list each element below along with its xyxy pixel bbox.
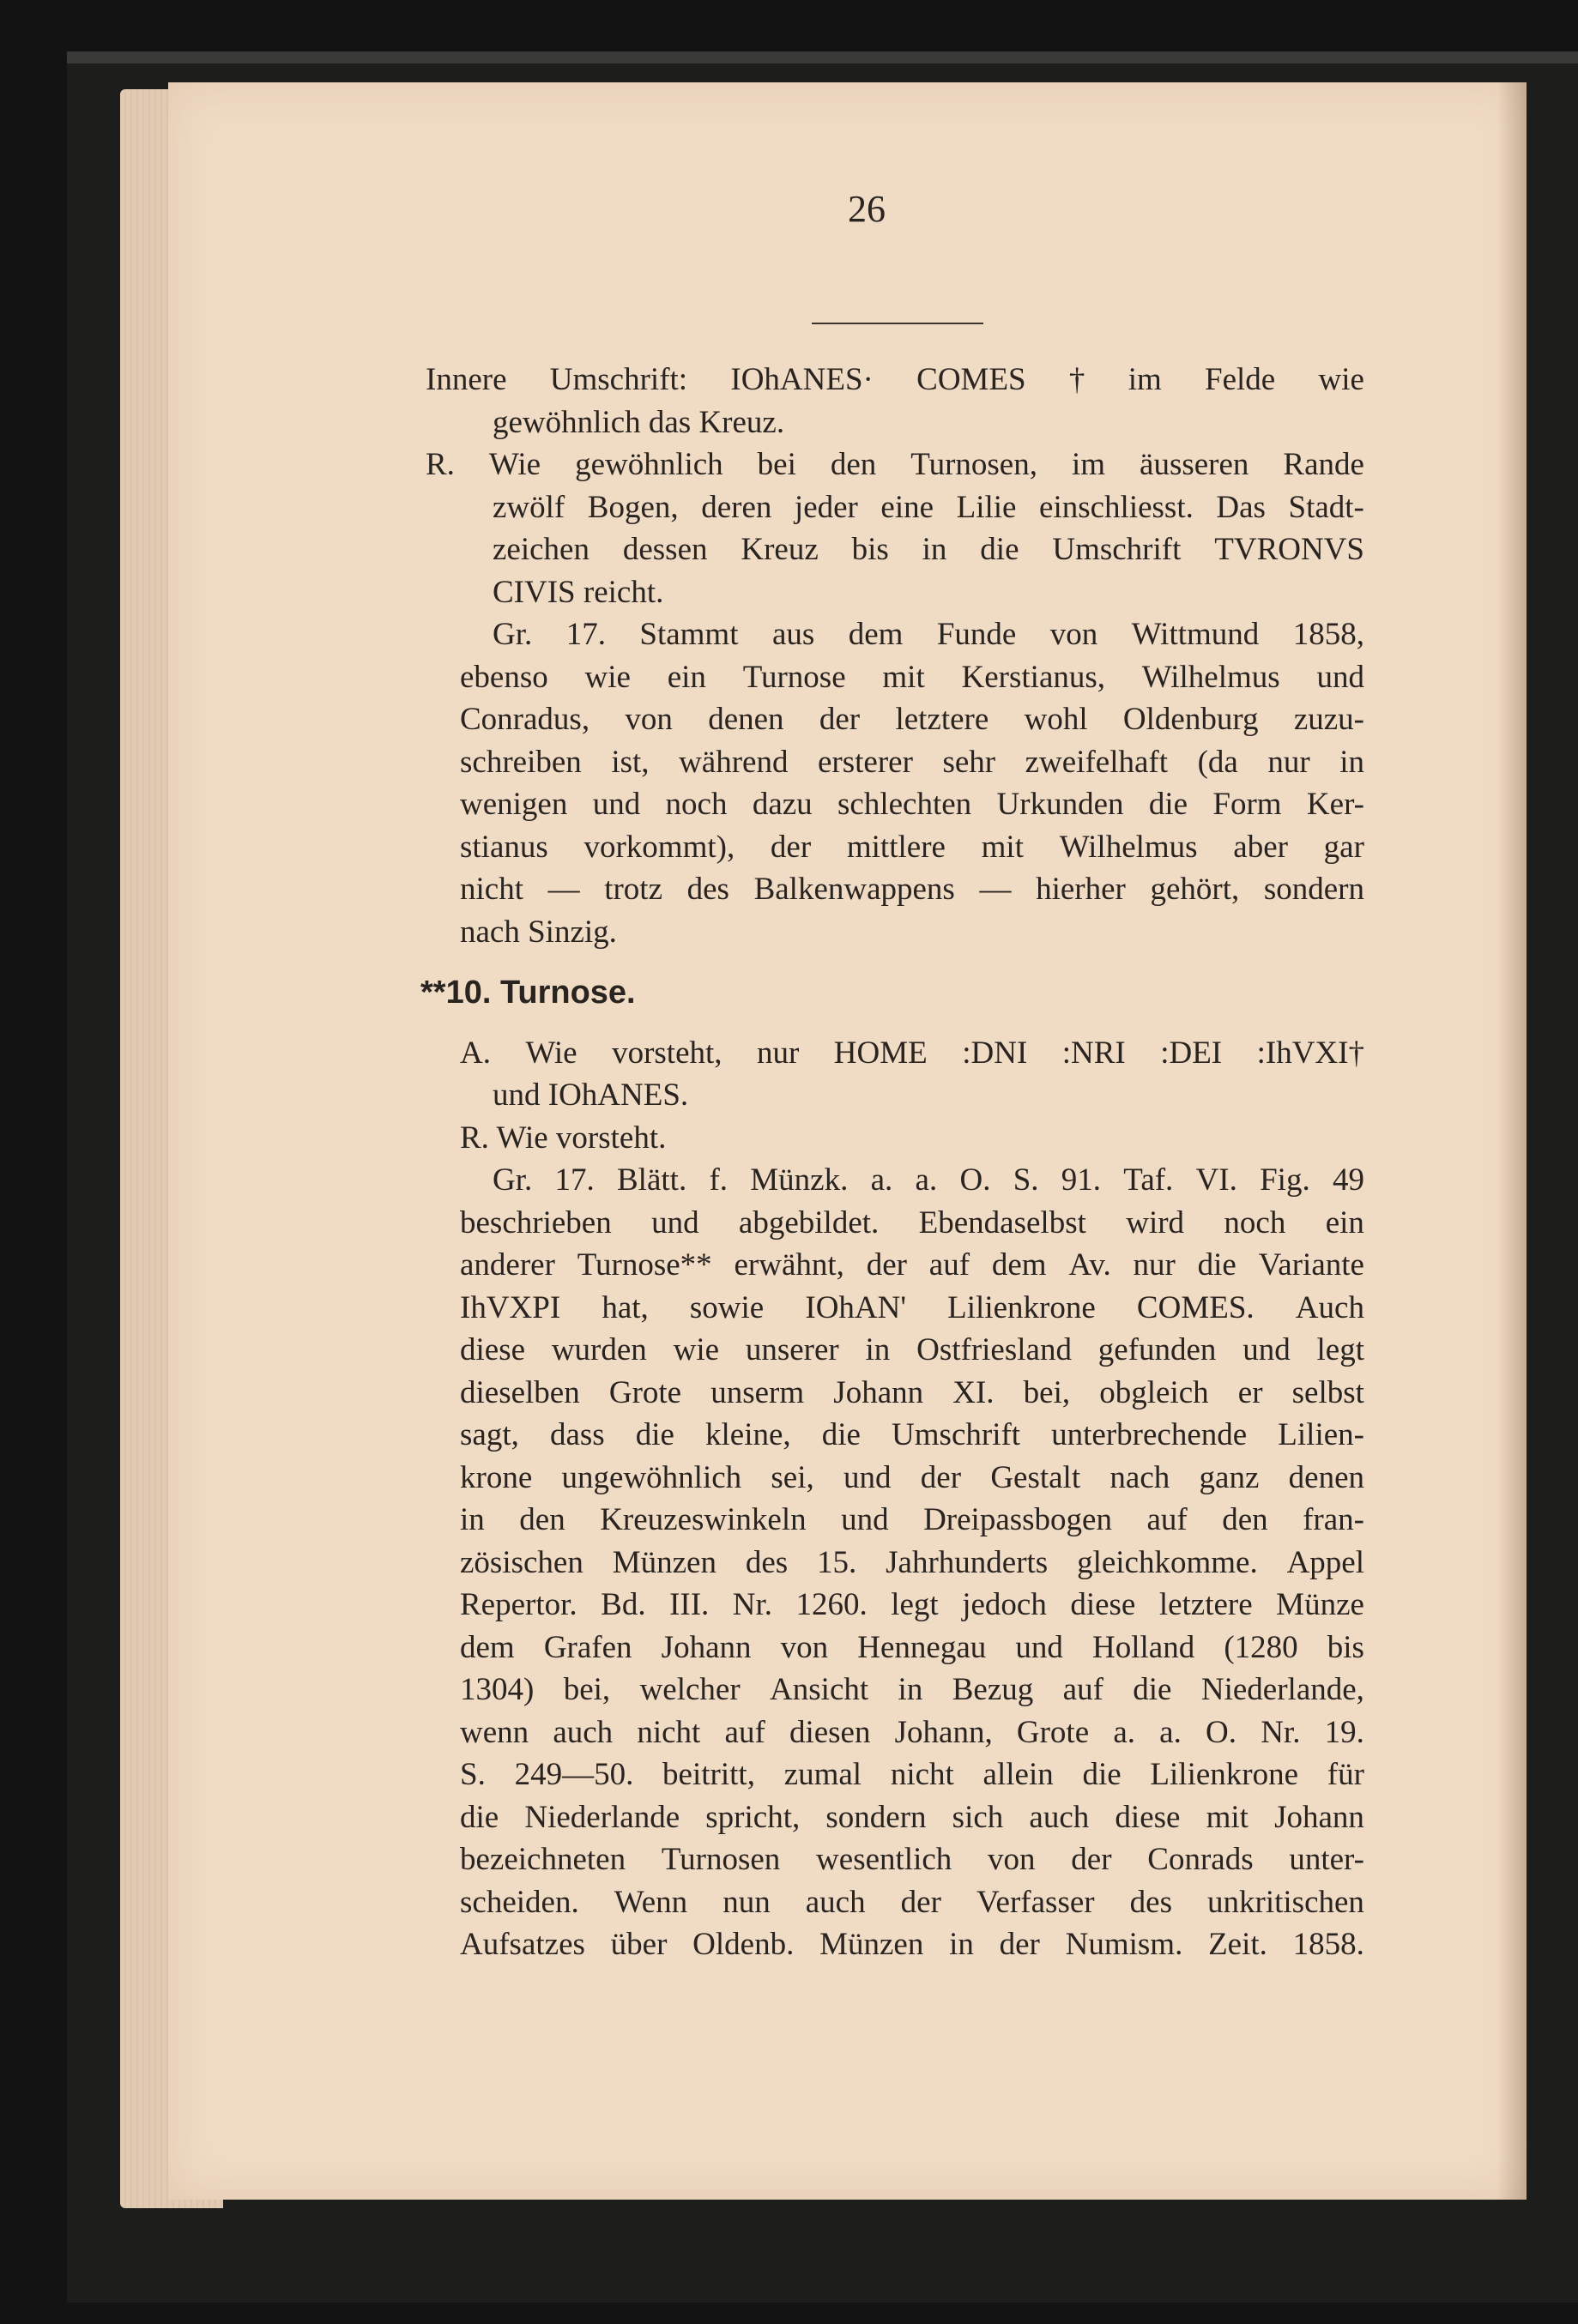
text-line: sagt, dass die kleine, die Umschrift unterbrechende Lilien- [460, 1417, 1364, 1452]
text-line: wenigen und noch dazu schlechten Urkunden die Form Ker- [460, 787, 1364, 822]
text-line: beschrieben und abgebildet. Ebendaselbst wird noch ein [460, 1204, 1364, 1240]
text-line: in den Kreuzeswinkeln und Dreipassbogen auf den fran- [460, 1502, 1364, 1537]
text-line: Conradus, von denen der letztere wohl Oldenburg zuzu- [460, 702, 1364, 737]
body-text [420, 359, 1364, 1966]
header-rule [812, 323, 983, 324]
text-line: R. Wie gewöhnlich bei den Turnosen, im äusseren Rande [426, 447, 1364, 482]
text-line: Innere Umschrift: IOhANES· COMES † im Felde wie [426, 362, 1364, 397]
text-line: krone ungewöhnlich sei, und der Gestalt nach ganz denen [460, 1459, 1364, 1495]
text-line: R. Wie vorsteht. [460, 1120, 667, 1156]
text-line: anderer Turnose** erwähnt, der auf dem Av. nur die Variante [460, 1247, 1364, 1283]
text-line: Gr. 17. Blätt. f. Münzk. a. a. O. S. 91. Taf. VI. Fig. 49 [493, 1162, 1364, 1198]
text-line: stianus vorkommt), der mittlere mit Wilhelmus aber gar [460, 829, 1364, 865]
text-line: Gr. 17. Stammt aus dem Funde von Wittmund 1858, [493, 617, 1364, 652]
text-line: zwölf Bogen, deren jeder eine Lilie einschliesst. Das Stadt- [493, 489, 1364, 525]
text-line: nach Sinzig. [460, 914, 617, 950]
text-line: CIVIS reicht. [493, 574, 664, 610]
text-line: A. Wie vorsteht, nur HOME :DNI :NRI :DEI :IhVXI† [460, 1035, 1364, 1071]
text-line: gewöhnlich das Kreuz. [493, 404, 785, 440]
text-line: und IOhANES. [493, 1077, 689, 1113]
text-line: ebenso wie ein Turnose mit Kerstianus, Wilhelmus und [460, 659, 1364, 695]
text-line: bezeichneten Turnosen wesentlich von der Conrads unter- [460, 1842, 1364, 1877]
page-number: 26 [848, 188, 886, 230]
text-line: Repertor. Bd. III. Nr. 1260. legt jedoch diese letztere Münze [460, 1587, 1364, 1622]
text-line: Aufsatzes über Oldenb. Münzen in der Numism. Zeit. 1858. [460, 1927, 1364, 1962]
page-gutter-shadow [1497, 82, 1527, 2200]
section-heading: **10. Turnose. [420, 975, 636, 1011]
text-line: wenn auch nicht auf diesen Johann, Grote a. a. O. Nr. 19. [460, 1714, 1364, 1750]
text-line: IhVXPI hat, sowie IOhAN' Lilienkrone COMES. Auch [460, 1289, 1364, 1325]
text-line: schreiben ist, während ersterer sehr zweifelhaft (da nur in [460, 744, 1364, 780]
text-line: S. 249—50. beitritt, zumal nicht allein die Lilienkrone für [460, 1757, 1364, 1792]
text-line: diese wurden wie unserer in Ostfriesland gefunden und legt [460, 1332, 1364, 1367]
text-line: dieselben Grote unserm Johann XI. bei, obgleich er selbst [460, 1374, 1364, 1410]
text-line: scheiden. Wenn nun auch der Verfasser des unkritischen [460, 1884, 1364, 1920]
text-line: zeichen dessen Kreuz bis in die Umschrift TVRONVS [493, 532, 1364, 567]
text-line: 1304) bei, welcher Ansicht in Bezug auf die Niederlande, [460, 1672, 1364, 1707]
text-line: dem Grafen Johann von Hennegau und Holland (1280 bis [460, 1629, 1364, 1665]
text-line: die Niederlande spricht, sondern sich auch diese mit Johann [460, 1799, 1364, 1835]
text-line: nicht — trotz des Balkenwappens — hierher gehört, sondern [460, 872, 1364, 907]
text-line: zösischen Münzen des 15. Jahrhunderts gleichkomme. Appel [460, 1544, 1364, 1580]
